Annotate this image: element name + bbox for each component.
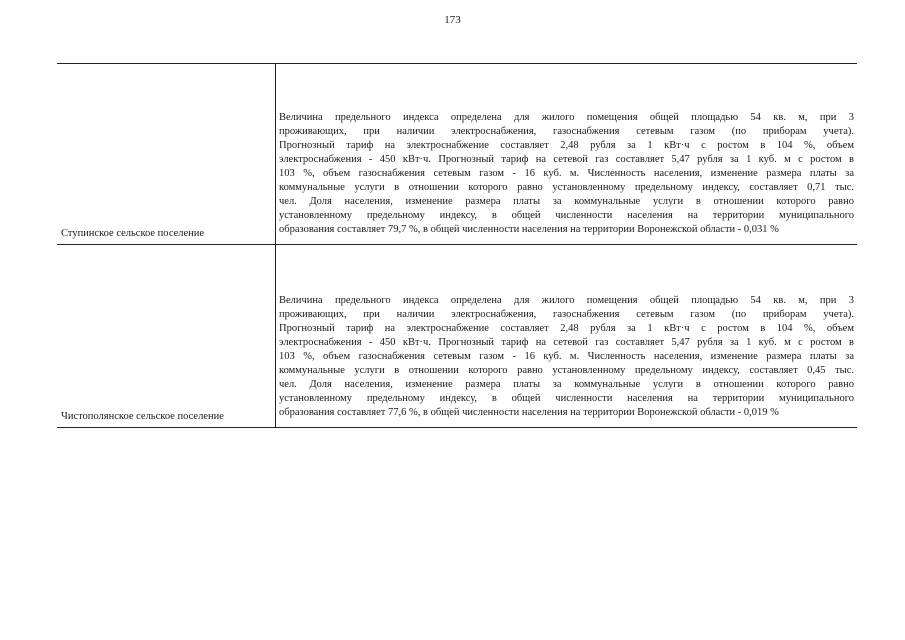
description-line: 103 %, объем газоснабжения сетевым газом - 16 куб. м. Численность населения, изменение размера платы за (279, 168, 854, 179)
index-description-chistopolyanskoe (279, 294, 854, 420)
row-bottom-border (57, 427, 857, 428)
column-divider (275, 63, 276, 427)
description-line: коммунальные услуги в отношении которого равно установленному предельному индексу, составляет 0,45 тыс. (279, 365, 854, 376)
settlement-name-chistopolyanskoe: Чистополянское сельское поселение (61, 411, 224, 422)
description-line: коммунальные услуги в отношении которого равно установленному предельному индексу, составляет 0,71 тыс. (279, 182, 854, 193)
description-line: образования составляет 79,7 %, в общей численности населения на территории Воронежской области - 0,031 % (279, 224, 779, 235)
description-line: Прогнозный тариф на электроснабжение составляет 2,48 рубля за 1 кВт·ч с ростом в 104 %, объем (279, 140, 854, 151)
description-line: электроснабжения - 450 кВт·ч. Прогнозный тариф на сетевой газ составляет 5,47 рубля за 1 куб. м с ростом в (279, 154, 854, 165)
description-line: образования составляет 77,6 %, в общей численности населения на территории Воронежской области - 0,019 % (279, 407, 779, 418)
description-line: установленному предельному индексу, в общей численности населения на территории муниципального (279, 393, 854, 404)
description-line: Величина предельного индекса определена для жилого помещения общей площадью 54 кв. м, при 3 (279, 295, 854, 306)
settlement-name-stupinskoe: Ступинское сельское поселение (61, 228, 205, 239)
row-divider (57, 244, 857, 245)
table-top-border (57, 63, 857, 64)
description-line: 103 %, объем газоснабжения сетевым газом - 16 куб. м. Численность населения, изменение размера платы за (279, 351, 854, 362)
description-line: электроснабжения - 450 кВт·ч. Прогнозный тариф на сетевой газ составляет 5,47 рубля за 1 куб. м с ростом в (279, 337, 854, 348)
description-line: проживающих, при наличии электроснабжения, газоснабжения сетевым газом (по приборам учета). (279, 126, 854, 137)
description-line: чел. Доля населения, изменение размера платы за коммунальные услуги в отношении которого равно (279, 379, 854, 390)
description-line: чел. Доля населения, изменение размера платы за коммунальные услуги в отношении которого равно (279, 196, 854, 207)
description-line: проживающих, при наличии электроснабжения, газоснабжения сетевым газом (по приборам учета). (279, 309, 854, 320)
description-line: Прогнозный тариф на электроснабжение составляет 2,48 рубля за 1 кВт·ч с ростом в 104 %, объем (279, 323, 854, 334)
description-line: установленному предельному индексу, в общей численности населения на территории муниципального (279, 210, 854, 221)
page-number: 173 (444, 14, 461, 26)
index-description-stupinskoe (279, 111, 854, 237)
description-line: Величина предельного индекса определена для жилого помещения общей площадью 54 кв. м, при 3 (279, 112, 854, 123)
